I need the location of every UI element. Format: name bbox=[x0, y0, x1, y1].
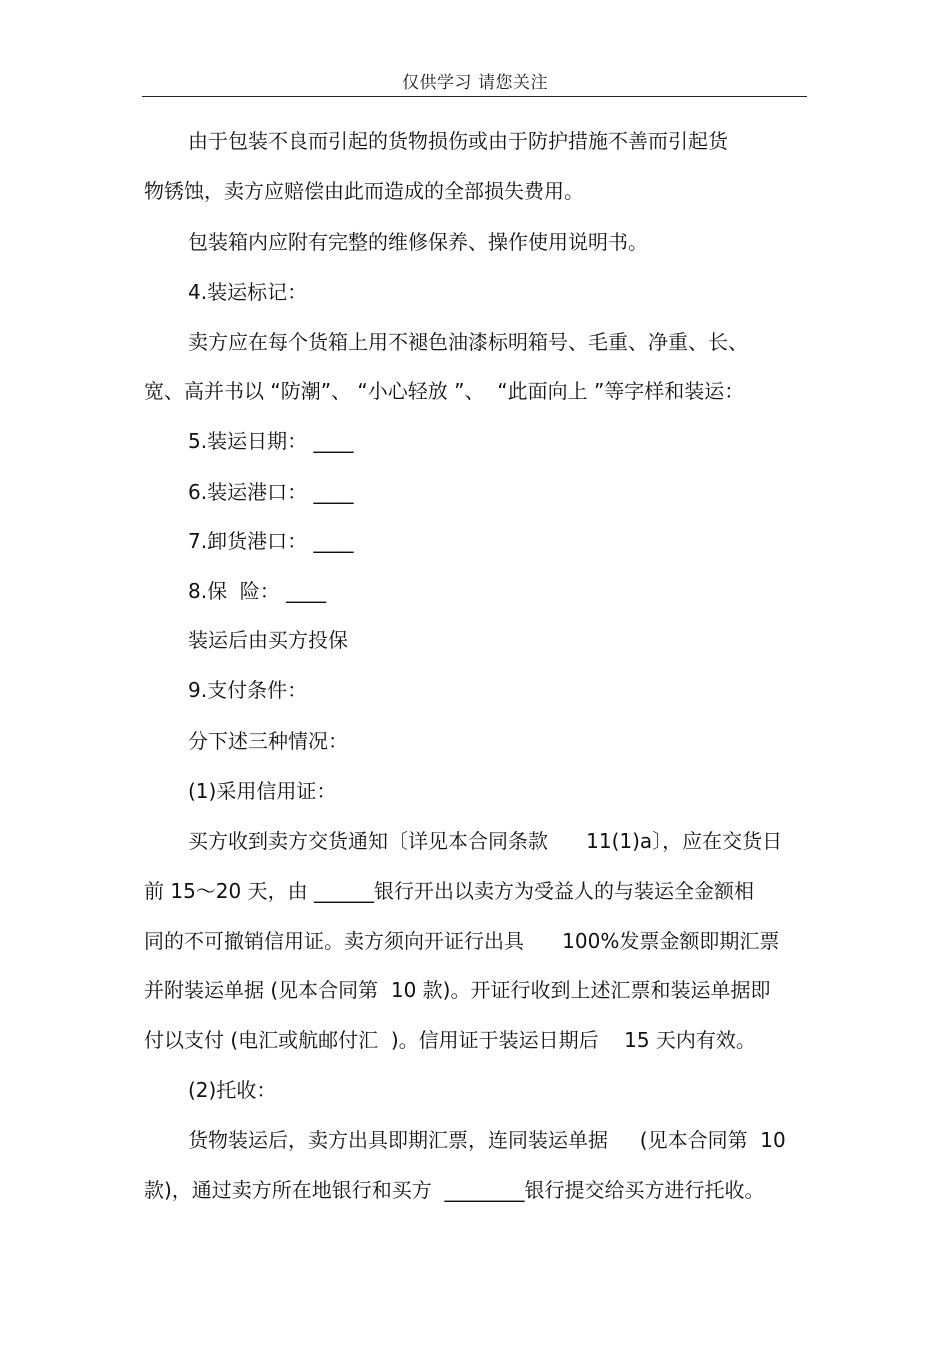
subsection-heading: (2)托收： bbox=[188, 1078, 277, 1102]
subsection-heading: (1)采用信用证： bbox=[188, 779, 337, 803]
paragraph-line: 买方收到卖方交货通知〔详见本合同条款 11(1)a〕，应在交货日 bbox=[188, 829, 783, 853]
field-line: 7.卸货港口： ____ bbox=[188, 529, 354, 553]
paragraph-line: 卖方应在每个货箱上用不褪色油漆标明箱号、毛重、净重、长、 bbox=[188, 330, 748, 354]
paragraph-line: 同的不可撤销信用证。卖方须向开证行出具 100%发票金额即期汇票 bbox=[144, 929, 780, 953]
paragraph-line: 宽、高并书以 “防潮”、 “小心轻放 ”、 “此面向上 ”等字样和装运： bbox=[144, 379, 745, 403]
section-heading: 4.装运标记： bbox=[188, 280, 308, 304]
paragraph-line: 分下述三种情况： bbox=[188, 729, 348, 753]
paragraph-line: 包装箱内应附有完整的维修保养、操作使用说明书。 bbox=[188, 230, 648, 254]
section-heading: 9.支付条件： bbox=[188, 678, 308, 702]
paragraph-line: 物锈蚀，卖方应赔偿由此而造成的全部损失费用。 bbox=[144, 179, 584, 203]
field-line: 8.保 险： ____ bbox=[188, 579, 327, 603]
paragraph-line: 装运后由买方投保 bbox=[188, 628, 348, 652]
paragraph-line: 并附装运单据 (见本合同第 10 款)。开证行收到上述汇票和装运单据即 bbox=[144, 978, 771, 1002]
paragraph-line: 前 15～20 天，由 ______银行开出以卖方为受益人的与装运全金额相 bbox=[144, 879, 754, 903]
header-divider bbox=[142, 96, 807, 97]
paragraph-line: 货物装运后，卖方出具即期汇票，连同装运单据 (见本合同第 10 bbox=[188, 1128, 786, 1152]
page-header: 仅供学习 请您关注 bbox=[402, 73, 548, 93]
field-line: 6.装运港口： ____ bbox=[188, 480, 354, 504]
paragraph-line: 由于包装不良而引起的货物损伤或由于防护措施不善而引起货 bbox=[188, 129, 728, 153]
field-line: 5.装运日期： ____ bbox=[188, 429, 354, 453]
paragraph-line: 付以支付 (电汇或航邮付汇 )。信用证于装运日期后 15 天内有效。 bbox=[144, 1028, 756, 1052]
paragraph-line: 款)，通过卖方所在地银行和买方 ________银行提交给买方进行托收。 bbox=[144, 1178, 765, 1202]
